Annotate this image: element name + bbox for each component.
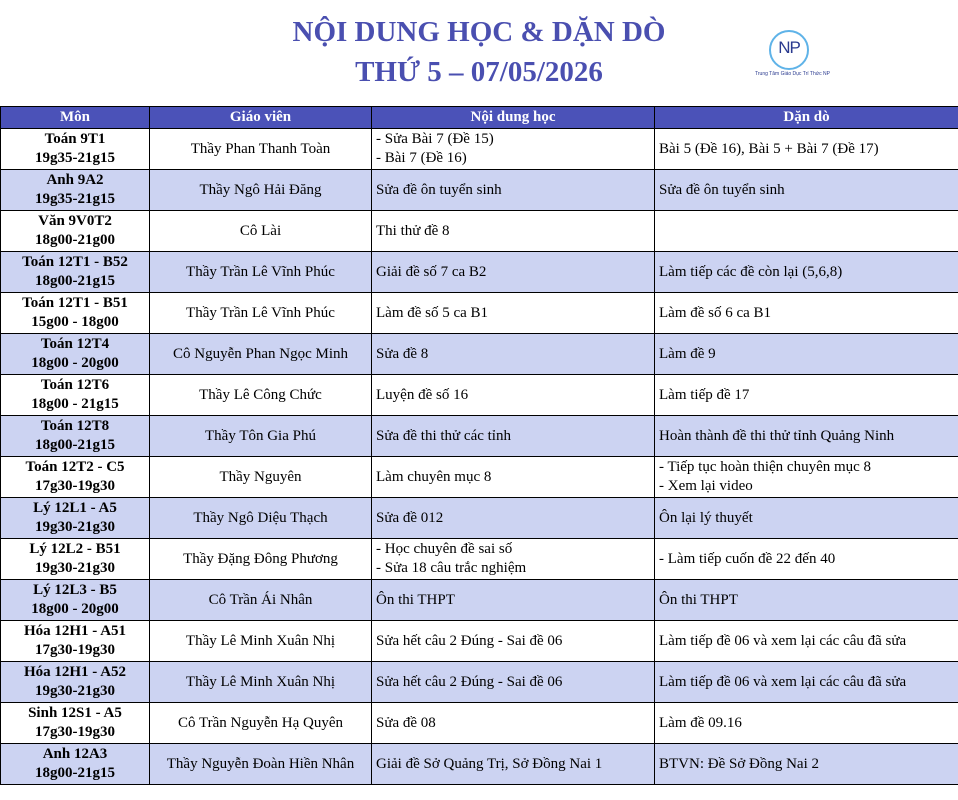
class-cell [1,539,150,580]
class-cell [1,334,150,375]
class-cell [1,252,150,293]
content-line: Sửa đề 8 [376,345,429,362]
content-line: Sửa hết câu 2 Đúng - Sai đề 06 [376,673,563,690]
homework-line: BTVN: Đề Sở Đồng Nai 2 [659,755,820,772]
homework-cell [655,580,958,621]
class-cell [1,662,150,703]
homework-line: Ôn thi THPT [659,591,738,608]
table-row [1,498,958,539]
class-line: Văn 9V0T2 [38,213,112,229]
content-line: Giải đề số 7 ca B2 [376,263,487,280]
class-line: 18g00 - 20g00 [31,601,119,617]
teacher-cell: Thầy Lê Công Chức [150,375,372,416]
class-line: Toán 12T1 - B52 [22,254,128,270]
table-row [1,211,958,252]
table-row [1,744,958,785]
class-line: Sinh 12S1 - A5 [28,705,122,721]
class-cell [1,375,150,416]
content-line: - Sửa Bài 7 (Đề 15) [376,131,494,147]
homework-line: - Xem lại video [659,478,753,494]
column-header-mon: Môn [1,107,150,129]
class-line: 18g00 - 21g15 [31,396,119,412]
class-line: Lý 12L3 - B5 [33,582,117,598]
homework-line: - Tiếp tục hoàn thiện chuyên mục 8 [659,459,872,475]
content-cell [372,662,655,703]
class-line: Anh 9A2 [46,172,104,188]
homework-line: Hoàn thành đề thi thử tỉnh Quảng Ninh [659,427,895,444]
class-line: 18g00-21g15 [35,273,115,289]
homework-cell [655,211,958,252]
teacher-cell: Thầy Đặng Đông Phương [150,539,372,580]
table-row [1,293,958,334]
class-cell [1,498,150,539]
content-cell [372,539,655,580]
homework-cell [655,662,958,703]
class-line: Toán 12T2 - C5 [25,459,125,475]
homework-line: Làm tiếp đề 06 và xem lại các câu đã sửa [659,673,907,690]
content-cell [372,498,655,539]
page-subtitle-date: THỨ 5 – 07/05/2026 [355,56,603,88]
teacher-cell: Cô Trần Ái Nhân [150,580,372,621]
class-cell [1,703,150,744]
page-title: NỘI DUNG HỌC & DẶN DÒ [292,16,666,48]
class-line: 19g30-21g30 [35,683,115,699]
homework-line: Làm tiếp các đề còn lại (5,6,8) [659,263,843,280]
column-header-giao-vien: Giáo viên [150,107,372,129]
homework-line: Ôn lại lý thuyết [659,509,753,526]
table-row [1,375,958,416]
homework-line: Làm tiếp đề 17 [659,386,750,403]
table-row [1,580,958,621]
class-line: 18g00-21g15 [35,437,115,453]
table-row [1,662,958,703]
teacher-cell: Thầy Phan Thanh Toàn [150,129,372,170]
content-cell [372,703,655,744]
content-line: Giải đề Sở Quảng Trị, Sở Đồng Nai 1 [376,755,603,772]
class-cell [1,293,150,334]
teacher-cell: Cô Trần Nguyễn Hạ Quyên [150,703,372,744]
content-line: Sửa đề 08 [376,714,436,731]
class-line: Anh 12A3 [42,746,108,762]
table-row [1,703,958,744]
table-row [1,252,958,293]
content-line: Làm đề số 5 ca B1 [376,304,489,321]
class-line: 18g00-21g15 [35,765,115,781]
table-row [1,170,958,211]
content-line: Ôn thi THPT [376,591,455,608]
content-cell [372,129,655,170]
column-header-noi-dung: Nội dung học [372,107,655,129]
logo-mark: NP [778,38,800,57]
homework-line: Làm đề số 6 ca B1 [659,304,772,321]
content-line: Làm chuyên mục 8 [376,468,492,485]
logo-caption: Trung Tâm Giáo Dục Trí Thức NP [755,71,830,77]
class-line: 18g00-21g00 [35,232,115,248]
content-line: Sửa đề 012 [376,509,444,526]
class-line: Lý 12L1 - A5 [33,500,117,516]
table-row [1,129,958,170]
class-line: 17g30-19g30 [35,724,115,740]
content-cell [372,211,655,252]
homework-cell [655,744,958,785]
homework-cell [655,539,958,580]
teacher-cell: Thầy Tôn Gia Phú [150,416,372,457]
teacher-cell: Thầy Ngô Hải Đăng [150,170,372,211]
homework-line: Làm tiếp đề 06 và xem lại các câu đã sửa [659,632,907,649]
homework-line: Làm đề 9 [659,345,716,362]
class-line: Toán 12T8 [40,418,110,434]
homework-line: Sửa đề ôn tuyển sinh [659,181,785,198]
class-line: 19g30-21g30 [35,519,115,535]
teacher-cell: Thầy Trần Lê Vĩnh Phúc [150,252,372,293]
teacher-cell: Thầy Nguyễn Đoàn Hiền Nhân [150,744,372,785]
class-cell [1,170,150,211]
class-line: 18g00 - 20g00 [31,355,119,371]
homework-cell [655,375,958,416]
table-row [1,457,958,498]
content-line: Sửa hết câu 2 Đúng - Sai đề 06 [376,632,563,649]
class-line: 17g30-19g30 [35,642,115,658]
class-line: 15g00 - 18g00 [31,314,119,330]
homework-cell [655,293,958,334]
homework-cell [655,498,958,539]
class-line: Toán 12T1 - B51 [22,295,128,311]
class-line: Toán 9T1 [44,131,106,147]
homework-cell [655,252,958,293]
homework-line: Bài 5 (Đề 16), Bài 5 + Bài 7 (Đề 17) [659,140,879,157]
content-line: Sửa đề ôn tuyển sinh [376,181,502,198]
homework-line: Làm đề 09.16 [659,714,742,731]
content-line: - Học chuyên đề sai số [376,541,513,557]
class-line: 19g30-21g30 [35,560,115,576]
homework-cell [655,703,958,744]
header [0,0,958,106]
class-line: Toán 12T4 [40,336,110,352]
class-line: 19g35-21g15 [35,150,115,166]
content-cell [372,170,655,211]
class-line: Lý 12L2 - B51 [29,541,121,557]
teacher-cell: Cô Lài [150,211,372,252]
class-cell [1,211,150,252]
content-line: - Bài 7 (Đề 16) [376,150,467,166]
content-line: Luyện đề số 16 [376,386,469,403]
homework-cell [655,621,958,662]
homework-cell [655,416,958,457]
class-cell [1,621,150,662]
table-row [1,334,958,375]
content-line: - Sửa 18 câu trắc nghiệm [376,560,527,576]
homework-cell [655,129,958,170]
np-logo [755,30,830,82]
table-body [1,129,958,785]
class-line: Hóa 12H1 - A51 [23,623,127,639]
table-row [1,621,958,662]
content-cell [372,375,655,416]
schedule-table [0,106,958,785]
class-cell [1,457,150,498]
content-cell [372,580,655,621]
class-line: Toán 12T6 [40,377,110,393]
table-header-row [1,107,958,129]
class-line: 17g30-19g30 [35,478,115,494]
class-cell [1,416,150,457]
teacher-cell: Cô Nguyễn Phan Ngọc Minh [150,334,372,375]
content-cell [372,457,655,498]
teacher-cell: Thầy Ngô Diệu Thạch [150,498,372,539]
content-cell [372,416,655,457]
teacher-cell: Thầy Trần Lê Vĩnh Phúc [150,293,372,334]
homework-cell [655,170,958,211]
table-row [1,416,958,457]
teacher-cell: Thầy Lê Minh Xuân Nhị [150,621,372,662]
class-cell [1,129,150,170]
content-cell [372,293,655,334]
content-line: Thi thử đề 8 [376,222,450,239]
content-cell [372,252,655,293]
table-row [1,539,958,580]
teacher-cell: Thầy Nguyên [150,457,372,498]
class-cell [1,744,150,785]
content-cell [372,621,655,662]
class-line: 19g35-21g15 [35,191,115,207]
homework-line: - Làm tiếp cuốn đề 22 đến 40 [659,550,836,567]
content-cell [372,334,655,375]
class-line: Hóa 12H1 - A52 [23,664,127,680]
homework-cell [655,457,958,498]
teacher-cell: Thầy Lê Minh Xuân Nhị [150,662,372,703]
content-cell [372,744,655,785]
column-header-dan-do: Dặn dò [655,107,958,129]
homework-cell [655,334,958,375]
class-cell [1,580,150,621]
content-line: Sửa đề thi thử các tỉnh [376,427,511,444]
